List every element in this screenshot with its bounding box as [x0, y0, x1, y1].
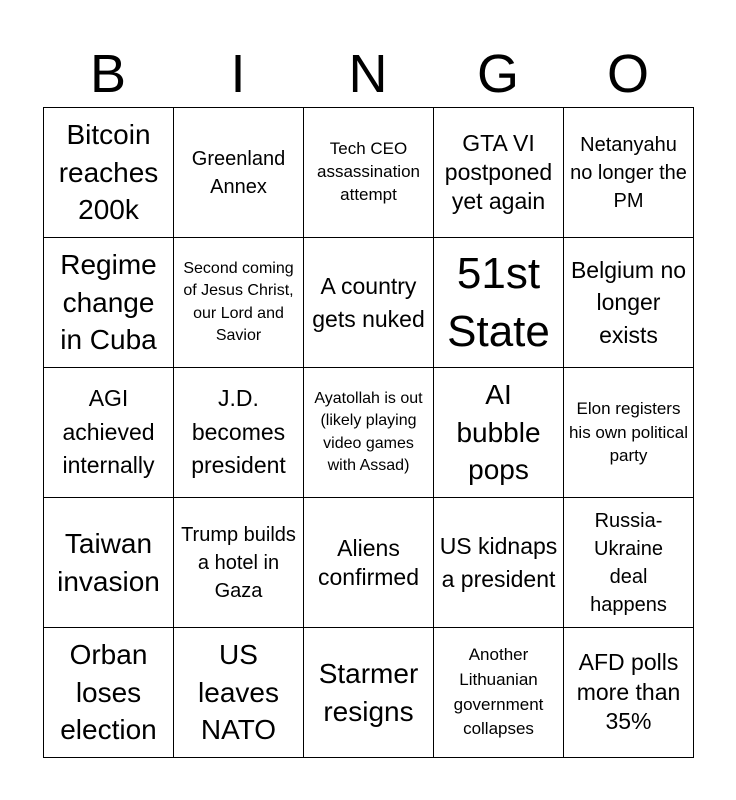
bingo-cell[interactable]: [564, 368, 694, 498]
cell-text: Orban loses election: [60, 638, 157, 746]
cell-text: Elon registers his own political party: [568, 398, 689, 466]
bingo-header: [43, 40, 693, 108]
bingo-cell[interactable]: [174, 628, 304, 758]
cell-text: Belgium no longer exists: [570, 257, 687, 348]
bingo-cell[interactable]: [304, 368, 434, 498]
cell-text: GTA VI postponed yet again: [444, 130, 553, 214]
bingo-cell[interactable]: [564, 498, 694, 628]
bingo-cell[interactable]: [44, 628, 174, 758]
cell-text: Tech CEO assassination attempt: [316, 139, 420, 204]
bingo-cell[interactable]: [44, 238, 174, 368]
cell-text: AGI achieved internally: [62, 385, 155, 479]
bingo-cell[interactable]: [304, 238, 434, 368]
cell-text: Russia-Ukraine deal happens: [590, 509, 667, 616]
bingo-cell[interactable]: [564, 238, 694, 368]
bingo-cell[interactable]: [434, 238, 564, 368]
cell-text: Taiwan invasion: [57, 527, 160, 597]
bingo-cell[interactable]: [564, 628, 694, 758]
bingo-board: [43, 107, 694, 758]
cell-text: US kidnaps a president: [439, 533, 558, 592]
bingo-cell[interactable]: [304, 498, 434, 628]
cell-text: Netanyahu no longer the PM: [570, 133, 687, 212]
bingo-cell[interactable]: [304, 628, 434, 758]
bingo-cell[interactable]: [44, 498, 174, 628]
cell-text: Another Lithuanian government collapses: [453, 645, 544, 739]
header-letter-i: I: [230, 44, 246, 104]
bingo-cell[interactable]: [434, 108, 564, 238]
bingo-cell[interactable]: [434, 368, 564, 498]
cell-text: Bitcoin reaches 200k: [58, 118, 159, 226]
bingo-cell[interactable]: [44, 108, 174, 238]
cell-text: Regime change in Cuba: [60, 248, 157, 356]
cell-text: A country gets nuked: [312, 273, 425, 332]
bingo-cell[interactable]: [434, 498, 564, 628]
bingo-cell[interactable]: [44, 368, 174, 498]
bingo-cell[interactable]: [564, 108, 694, 238]
bingo-cell[interactable]: [174, 108, 304, 238]
bingo-cell[interactable]: [174, 498, 304, 628]
bingo-cell[interactable]: [304, 108, 434, 238]
cell-text: AFD polls more than 35%: [576, 648, 681, 735]
cell-text: 51st State: [447, 249, 550, 356]
cell-text: US leaves NATO: [198, 638, 279, 746]
cell-text: Trump builds a hotel in Gaza: [181, 523, 296, 602]
cell-text: AI bubble pops: [456, 378, 541, 486]
bingo-cell[interactable]: [174, 238, 304, 368]
header-letter-o: O: [606, 44, 649, 104]
cell-text: Second coming of Jesus Christ, our Lord and Savior: [183, 259, 294, 344]
cell-text: Starmer resigns: [318, 657, 419, 727]
header-letter-b: B: [89, 44, 127, 104]
bingo-cell[interactable]: [434, 628, 564, 758]
cell-text: Ayatollah is out (likely playing video games with Assad): [314, 389, 423, 474]
bingo-cell[interactable]: [174, 368, 304, 498]
header-letter-g: G: [476, 44, 519, 104]
cell-text: Greenland Annex: [191, 147, 286, 198]
header-letter-n: N: [348, 44, 388, 104]
cell-text: J.D. becomes president: [191, 385, 286, 479]
cell-text: Aliens confirmed: [318, 534, 419, 590]
